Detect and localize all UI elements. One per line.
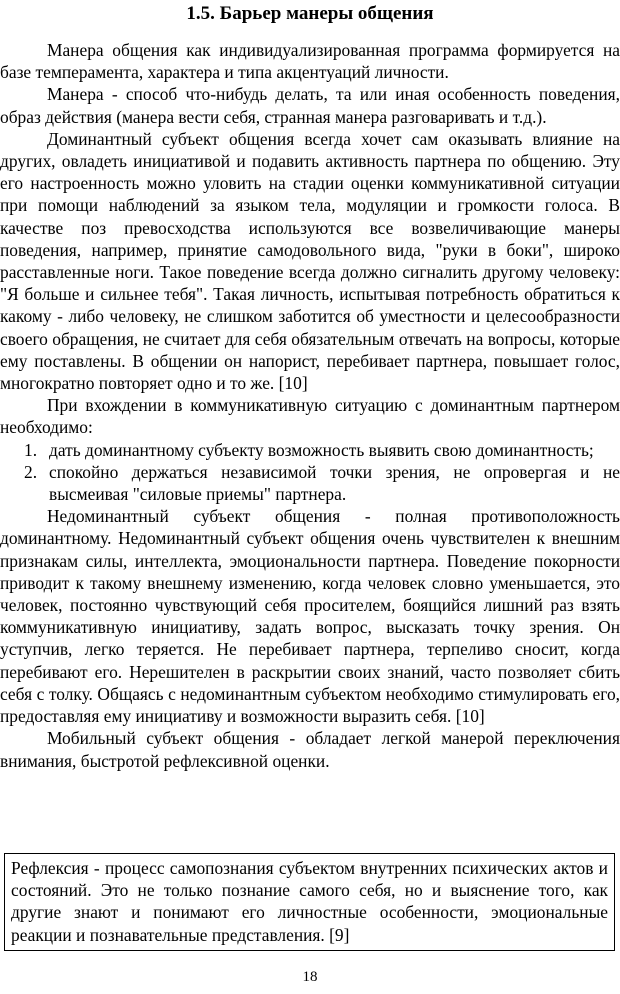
page-number: 18 bbox=[302, 969, 318, 985]
list-item-number: 1. bbox=[24, 439, 38, 460]
section-title: 1.5. Барьер манеры общения bbox=[186, 3, 434, 24]
list-item-text: дать доминантному субъекту возможность выявить свою доминантность; bbox=[49, 439, 594, 460]
paragraph-nondominant-subject: Недоминантный субъект общения - полная противоположность доминантному. Недоминантный субъект общения очень чувствителен к внешним признакам силы, интеллекта, эмоциональности партнера. Поведение покорности приводит к такому внешнему изменению, когда человек словно уменьшается, это человек, постоянно чувствующий себя просителем, боящийся лишний раз взять коммуникативную инициативу, задать вопрос, высказать точку зрения. Он уступчив, легко теряется. Не перебивает партнера, терпеливо сносит, когда перебивают его. Нерешителен в раскрытии своих знаний, часто позволяет сбить себя с толку. Общаясь с недоминантным субъектом необходимо стимулировать его, предоставляя ему инициативу и возможности выразить себя. [10] bbox=[0, 506, 620, 727]
body-text bbox=[0, 39, 620, 772]
paragraph-manner-definition: Манера общения как индивидуализированная программа формируется на базе темперамента, характера и типа акцентуаций личности. bbox=[0, 40, 620, 83]
list-item-text: спокойно держаться независимой точки зрения, не опровергая и не высмеивая "силовые приемы" партнера. bbox=[49, 461, 620, 505]
recommendations-list bbox=[0, 439, 620, 506]
reflection-definition-box: Рефлексия - процесс самопознания субъектом внутренних психических актов и состояний. Это не только познание самого себя, но и выяснение того, как другие знают и понимают его личностные особенности, эмоциональные реакции и познавательные представления. [9] bbox=[4, 853, 615, 951]
paragraph-dominant-subject: Доминантный субъект общения всегда хочет сам оказывать влияние на других, овладеть инициативой и подавить активность партнера по общению. Эту его настроенность можно уловить на стадии оценки коммуникативной ситуации при помощи наблюдений за языком тела, модуляции и громкости голоса. В качестве поз превосходства используются все возвеличивающие манеры поведения, например, принятие самодовольного вида, "руки в боки", широко расставленные ноги. Такое поведение всегда должно сигналить другому человеку: "Я больше и сильнее тебя". Такая личность, испытывая потребность обратиться к какому - либо человеку, не слишком заботится об уместности и целесообразности своего обращения, не считает для себя обязательным отвечать на вопросы, которые ему поставлены. В общении он напорист, перебивает партнера, повышает голос, многократно повторяет одно и то же. [10] bbox=[0, 128, 620, 394]
list-item bbox=[0, 461, 620, 505]
paragraph-dominant-partner-intro: При вхождении в коммуникативную ситуацию с доминантным партнером необходимо: bbox=[0, 395, 620, 438]
list-item-number: 2. bbox=[24, 461, 38, 482]
list-item bbox=[0, 439, 620, 461]
paragraph-mobile-subject: Мобильный субъект общения - обладает легкой манерой переключения внимания, быстротой рефлексивной оценки. bbox=[0, 728, 620, 771]
paragraph-manner-meaning: Манера - способ что-нибудь делать, та или иная особенность поведения, образ действия (манера вести себя, странная манера разговаривать и т.д.). bbox=[0, 84, 620, 127]
